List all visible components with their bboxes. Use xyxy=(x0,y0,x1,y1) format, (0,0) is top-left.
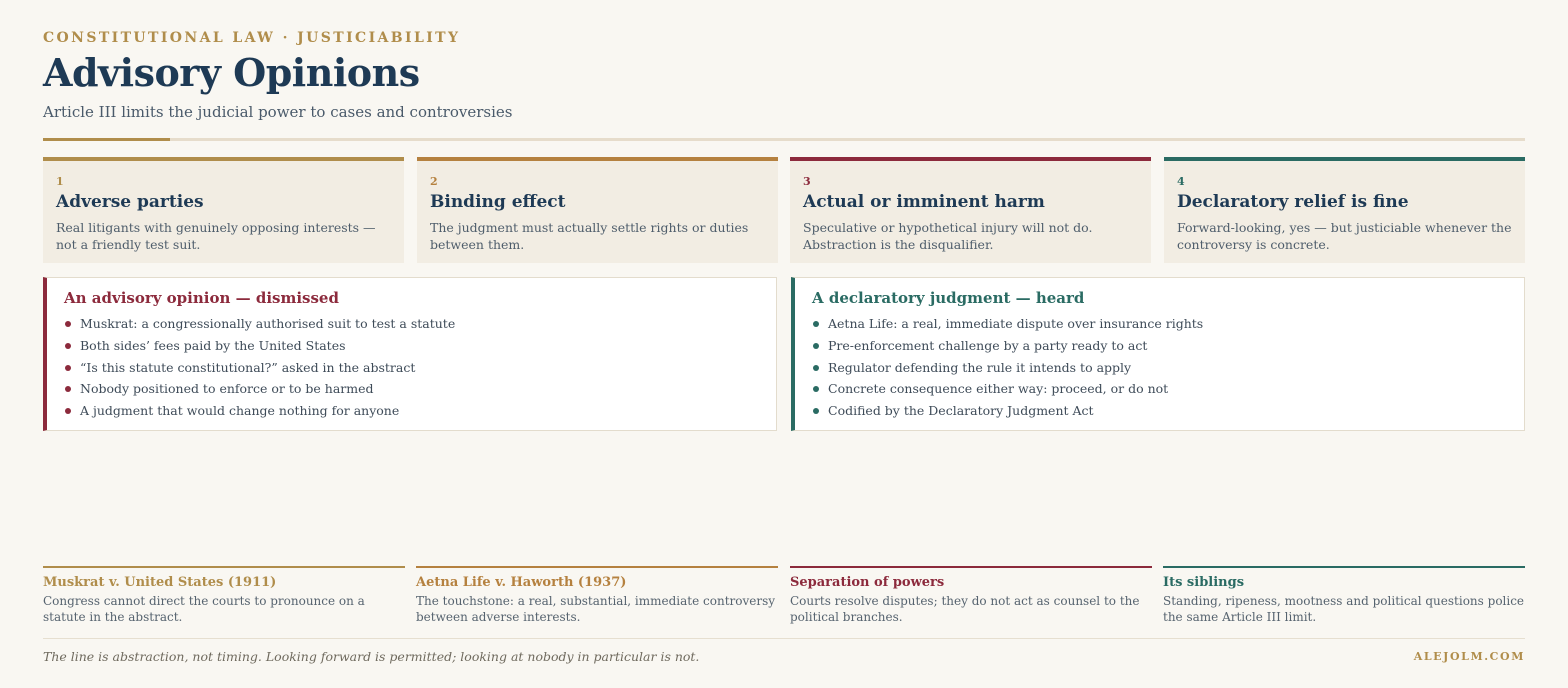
bullet-icon xyxy=(65,343,71,349)
criterion-body: Speculative or hypothetical injury will not do. Abstraction is the disqualifier. xyxy=(803,220,1093,252)
footer-divider xyxy=(43,638,1525,639)
criterion-card-3 xyxy=(790,157,1151,263)
bullet-icon xyxy=(65,321,71,327)
list-item-text: Aetna Life: a real, immediate dispute over insurance rights xyxy=(828,316,1204,331)
bullet-icon xyxy=(813,321,819,327)
header-divider xyxy=(43,138,1525,141)
dismissed-list xyxy=(64,313,760,422)
heard-title: A declaratory judgment — heard xyxy=(812,289,1085,307)
footer-brand: ALEJOLM.COM xyxy=(1413,650,1525,663)
bullet-icon xyxy=(813,408,819,414)
criterion-body: Real litigants with genuinely opposing interests — not a friendly test suit. xyxy=(56,220,376,252)
bullet-icon xyxy=(65,365,71,371)
case-note-separation xyxy=(790,566,1152,625)
footer-note: The line is abstraction, not timing. Looking forward is permitted; looking at nobody in particular is not. xyxy=(43,649,700,664)
bullet-icon xyxy=(813,386,819,392)
list-item-text: Concrete consequence either way: proceed, or do not xyxy=(828,381,1169,397)
case-body: The touchstone: a real, substantial, immediate controversy between adverse interests. xyxy=(416,594,776,624)
criteria-row xyxy=(43,157,1525,263)
case-title: Muskrat v. United States (1911) xyxy=(43,575,277,590)
header-divider-accent xyxy=(43,138,170,141)
list-item-text: Pre-enforcement challenge by a party ready to act xyxy=(828,337,1148,353)
list-item-text: “Is this statute constitutional?” asked in the abstract xyxy=(80,359,416,375)
list-item xyxy=(812,400,1508,422)
case-body: Congress cannot direct the courts to pronounce on a statute in the abstract. xyxy=(43,594,365,624)
case-note-aetna xyxy=(416,566,778,625)
dismissed-title: An advisory opinion — dismissed xyxy=(64,289,339,307)
kicker: CONSTITUTIONAL LAW · JUSTICIABILITY xyxy=(43,30,461,46)
bullet-icon xyxy=(65,408,71,414)
list-item xyxy=(64,335,760,357)
bullet-icon xyxy=(813,365,819,371)
bullet-icon xyxy=(65,386,71,392)
list-item xyxy=(812,313,1508,335)
criterion-card-1 xyxy=(43,157,404,263)
list-item-text: Both sides’ fees paid by the United States xyxy=(80,337,346,353)
criterion-number: 4 xyxy=(1177,175,1185,188)
case-title: Aetna Life v. Haworth (1937) xyxy=(416,575,627,590)
criterion-body: The judgment must actually settle rights or duties between them. xyxy=(430,220,749,252)
criterion-number: 3 xyxy=(803,175,811,188)
page-title: Advisory Opinions xyxy=(43,50,420,95)
criterion-card-4 xyxy=(1164,157,1525,263)
list-item xyxy=(64,357,760,379)
list-item xyxy=(812,357,1508,379)
case-title: Separation of powers xyxy=(790,575,945,590)
cases-row xyxy=(43,566,1525,626)
case-note-muskrat xyxy=(43,566,405,625)
heard-list xyxy=(812,313,1508,422)
heard-panel xyxy=(791,277,1525,431)
criterion-title: Binding effect xyxy=(430,192,566,212)
page-subtitle: Article III limits the judicial power to cases and controversies xyxy=(43,103,513,121)
criterion-body: Forward-looking, yes — but justiciable whenever the controversy is concrete. xyxy=(1177,220,1512,252)
list-item-text: Regulator defending the rule it intends to apply xyxy=(828,359,1132,375)
list-item xyxy=(812,335,1508,357)
list-item xyxy=(64,400,760,422)
dismissed-panel xyxy=(43,277,777,431)
criterion-title: Adverse parties xyxy=(56,192,204,212)
list-item xyxy=(64,378,760,400)
criterion-title: Actual or imminent harm xyxy=(803,192,1045,212)
comparison-row xyxy=(43,277,1525,431)
page xyxy=(43,0,1525,688)
list-item xyxy=(64,313,760,335)
criterion-card-2 xyxy=(417,157,778,263)
criterion-number: 1 xyxy=(56,175,64,188)
list-item xyxy=(812,378,1508,400)
case-note-siblings xyxy=(1163,566,1525,625)
list-item-text: A judgment that would change nothing for anyone xyxy=(80,403,400,419)
list-item-text: Nobody positioned to enforce or to be harmed xyxy=(80,381,374,397)
list-item-text: Codified by the Declaratory Judgment Act xyxy=(828,403,1094,419)
criterion-title: Declaratory relief is fine xyxy=(1177,192,1409,212)
case-body: Standing, ripeness, mootness and political questions police the same Article III limit. xyxy=(1163,594,1525,624)
case-body: Courts resolve disputes; they do not act as counsel to the political branches. xyxy=(790,594,1140,624)
criterion-number: 2 xyxy=(430,175,438,188)
bullet-icon xyxy=(813,343,819,349)
case-title: Its siblings xyxy=(1163,575,1245,590)
list-item-text: Muskrat: a congressionally authorised suit to test a statute xyxy=(80,316,456,331)
